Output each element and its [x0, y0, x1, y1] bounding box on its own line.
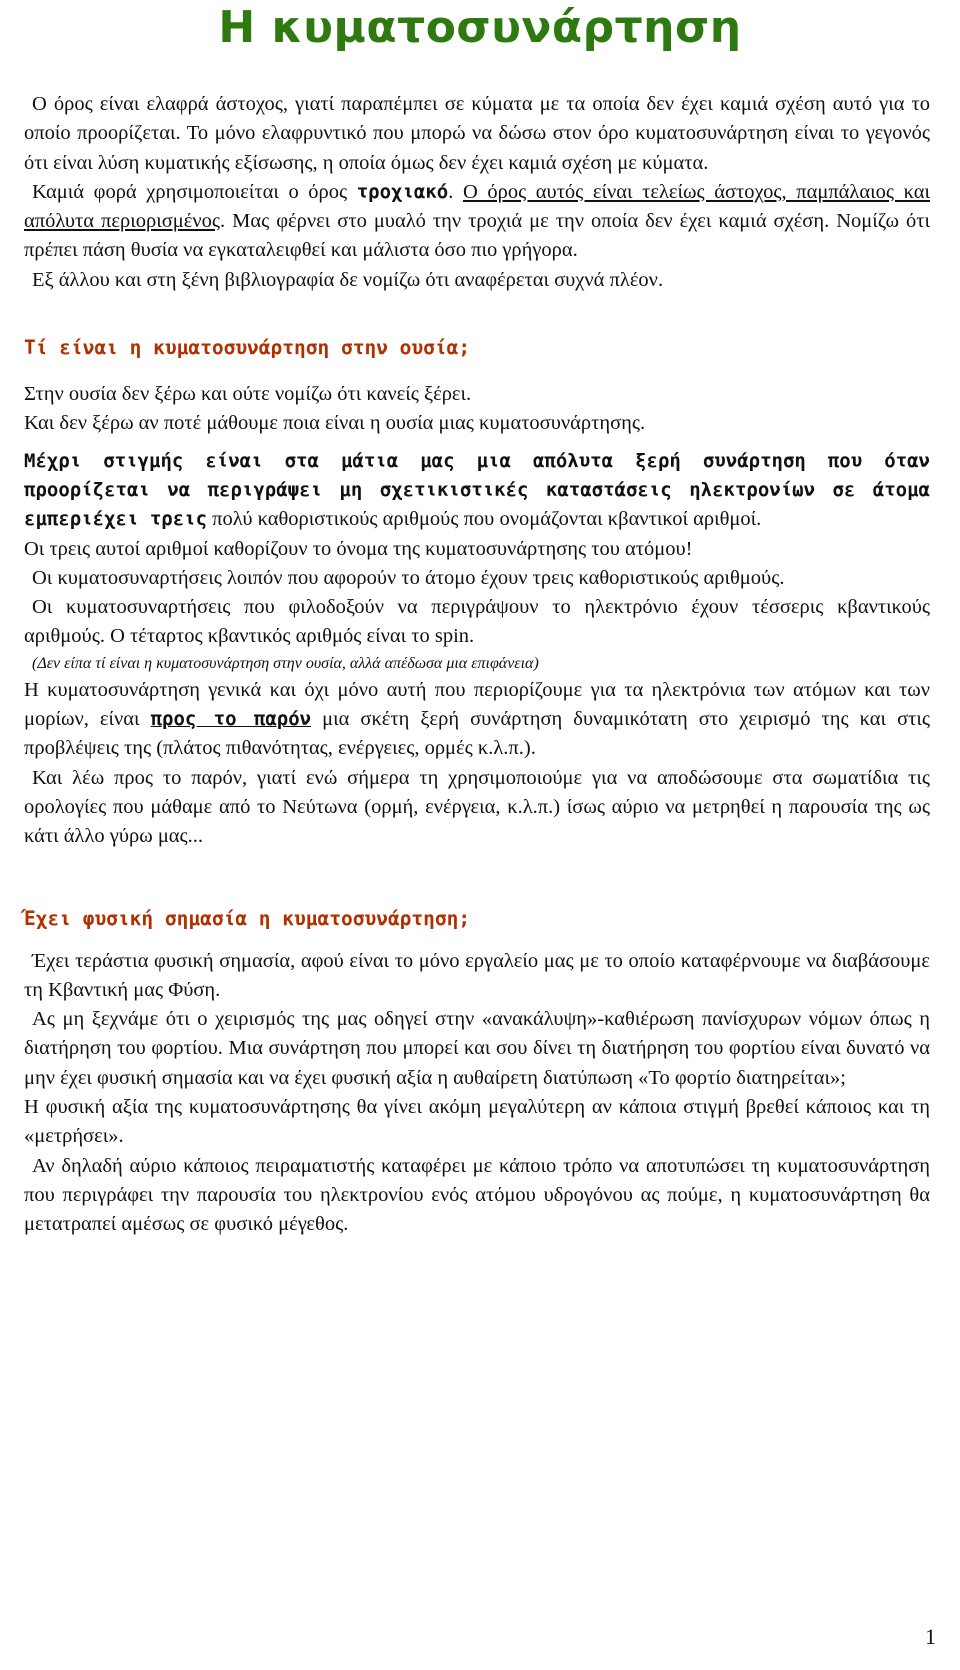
meaning-paragraph-3: Η φυσική αξία της κυματοσυνάρτησης θα γίνει ακόμη μεγαλύτερη αν κάποια στιγμή βρεθεί κάποιος και τη «μετρήσει».: [24, 1096, 930, 1148]
italic-note: (Δεν είπα τί είναι η κυματοσυνάρτηση στην ουσία, αλλά απέδωσα μια επιφάνεια): [32, 654, 539, 672]
section-heading-physical-meaning: Έχει φυσική σημασία η κυματοσυνάρτηση;: [24, 906, 471, 930]
meaning-paragraph-4: Αν δηλαδή αύριο κάποιος πειραματιστής καταφέρει με κάποιο τρόπο να αποτυπώσει τη κυματοσυνάρτηση που περιγράφει την παρουσία του ηλεκτρονίου ενός ατόμου υδρογόνου ας πούμε, η κυματοσυνάρτηση θα μετατραπεί αμέσως σε φυσικό μέγεθος.: [24, 1154, 930, 1236]
essence-paragraph-4: Οι τρεις αυτοί αριθμοί καθορίζουν το όνομα της κυματοσυνάρτησης του ατόμου!: [24, 537, 693, 560]
essence-paragraph-2: Και δεν ξέρω αν ποτέ μάθουμε ποια είναι η ουσία μιας κυματοσυνάρτησης.: [24, 412, 646, 435]
term-for-now: προς το παρόν: [150, 708, 312, 731]
document-body: [24, 90, 930, 1240]
spacer: [24, 362, 930, 380]
essence-p3-rest: πολύ καθοριστικούς αριθμούς που ονομάζονται κβαντικοί αριθμοί.: [207, 508, 762, 531]
essence-paragraph-5: Οι κυματοσυναρτήσεις λοιπόν που αφορούν το άτομο έχουν τρεις καθοριστικούς αριθμούς.: [32, 566, 785, 589]
intro-p2-post: . Μας φέρνει στο μυαλό την τροχιά με την οποία δεν έχει καμιά σχέση. Νομίζω ότι πρέπει πάση θυσία να εγκαταλειφθεί και μάλιστα όσο πιο γρήγορα.: [24, 210, 930, 262]
essence-paragraph-6: Οι κυματοσυναρτήσεις που φιλοδοξούν να περιγράψουν το ηλεκτρόνιο έχουν τέσσερις κβαντικούς αριθμούς. Ο τέταρτος κβαντικός αριθμός είναι το spin.: [24, 596, 930, 648]
underlined-statement: Ο όρος αυτός είναι τελείως άστοχος, παμπάλαιος και απόλυτα περιορισμένος: [24, 180, 930, 233]
spacer: [24, 295, 930, 333]
section-heading-essence: Τί είναι η κυματοσυνάρτηση στην ουσία;: [24, 336, 471, 360]
essence-paragraph-8: Και λέω προς το παρόν, γιατί ενώ σήμερα τη χρησιμοποιούμε για να αποδώσουμε στα σωματίδια τις ορολογίες που μάθαμε από το Νεύτωνα (ορμή, ενέργεια, κ.λ.π.) ίσως αύριο να μετρηθεί η παρουσία της ως κάτι άλλο γύρω μας...: [24, 766, 930, 848]
term-orbital: τροχιακό: [356, 180, 449, 203]
essence-p7-pre: Η κυματοσυνάρτηση γενικά και όχι μόνο αυτή που περιορίζουμε για τα ηλεκτρόνια των ατόμων και των μορίων, είναι: [24, 678, 930, 731]
intro-paragraph-2: [24, 178, 930, 266]
essence-paragraph-7: [24, 676, 930, 764]
page-title: Η κυματοσυνάρτηση: [218, 2, 742, 53]
essence-p7-post: μια σκέτη ξερή συνάρτηση δυναμικότατη στο χειρισμό της και στις προβλέψεις της (πλάτος πιθανότητας, ενέργειες, ορμές κ.λ.π.).: [24, 708, 930, 760]
page-number: 1: [925, 1624, 936, 1649]
meaning-paragraph-2: Ας μη ξεχνάμε ότι ο χειρισμός της μας οδηγεί στην «ανακάλυψη»-καθιέρωση πανίσχυρων νόμων όπως η διατήρηση του φορτίου. Μια συνάρτηση που μπορεί και σου δίνει τη διατήρηση του φορτίου είναι δυνατό να μην έχει φυσική σημασία και να έχει φυσική αξία η αυθαίρετη διατύπωση «Το φορτίο διατηρείται»;: [24, 1008, 930, 1089]
intro-p2-pre: Καμιά φορά χρησιμοποιείται ο όρος: [32, 180, 357, 203]
spacer: [24, 933, 930, 947]
meaning-paragraph-1: Έχει τεράστια φυσική σημασία, αφού είναι το μόνο εργαλείο μας με το οποίο καταφέρνουμε να διαβάσουμε τη Κβαντική μας Φύση.: [24, 949, 930, 1001]
essence-paragraph-3: [24, 447, 930, 535]
spacer: [24, 439, 930, 447]
intro-p2-dot: .: [448, 180, 463, 203]
spacer: [24, 852, 930, 904]
bold-statement: Μέχρι στιγμής είναι στα μάτια μας μια απόλυτα ξερή συνάρτηση που όταν προορίζεται να περιγράψει μη σχετικιστικές καταστάσεις ηλεκτρονίων σε άτομα εμπεριέχει τρεις: [24, 449, 930, 531]
essence-paragraph-1: Στην ουσία δεν ξέρω και ούτε νομίζω ότι κανείς ξέρει.: [24, 383, 472, 406]
intro-paragraph-1: Ο όρος είναι ελαφρά άστοχος, γιατί παραπέμπει σε κύματα με τα οποία δεν έχει καμιά σχέση αυτό για το οποίο προορίζεται. Το μόνο ελαφρυντικό που μπορώ να δώσω στον όρο κυματοσυνάρτηση είναι το γεγονός ότι είναι λύση κυματικής εξίσωσης, η οποία όμως δεν έχει καμιά σχέση με κύματα.: [24, 93, 930, 174]
intro-paragraph-3: Εξ άλλου και στη ξένη βιβλιογραφία δε νομίζω ότι αναφέρεται συχνά πλέον.: [32, 268, 664, 291]
